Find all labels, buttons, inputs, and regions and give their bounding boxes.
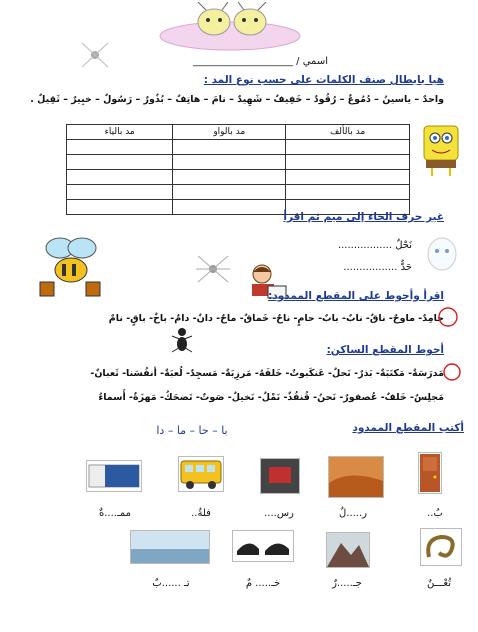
student-name-field[interactable]: اسمي / ____________________ xyxy=(193,56,328,67)
word-blank-snake[interactable]: تُعْـــنٌ xyxy=(426,578,451,589)
word-blank-sea[interactable]: تـ ......بٌ xyxy=(152,578,190,589)
door-image xyxy=(418,452,442,494)
section2-blank-1[interactable]: ................. xyxy=(337,240,392,251)
section1-title: هيا بابطال صنف الكلمات على حسب نوع المد : xyxy=(203,74,444,86)
word-blank-bus[interactable]: ..فلةٌ xyxy=(191,508,211,519)
section2-item-2 xyxy=(302,262,412,273)
section1-words: واحدٌ – ياسينُ – دُمُوعٌ – رُقُودٌ – خَفِيفٌ – شَهِيدٌ – نامَ – هاتِفٌ – بُذُورٌ – رَسُولٌ – خبِيرٌ – ثَقِيلٌ . xyxy=(30,94,444,105)
sea-image xyxy=(130,530,210,564)
desert-image xyxy=(328,456,384,498)
section3-words: حامِدٌ- ماوحٌ- ناقٌ- نابٌ- بابٌ- حامٍ- ناحٌ- خَماقٌ- ماحٌ- دانٌ- دامٌ- باخٌ- باقٍ- نامٌ xyxy=(108,313,444,324)
section5-options: با – حا – ما – دا xyxy=(156,424,228,437)
section4-line2: مَجلِسٌ- خَلفٌ- عُصفورٌ- نَحنُ- قُنفُذٌ- نَمْلٌ- نَخيلٌ- صَوتٌ- تَضحَكُ- مَهزَةٌ- أَسماءُ xyxy=(98,392,444,403)
section5-title: أكتب المقطع الممدود xyxy=(352,422,464,434)
section2-word-1: نَحْلٌ xyxy=(395,240,412,251)
word-blank-shoes[interactable]: خـ..... مٌ xyxy=(245,578,281,589)
word-blank-seat[interactable]: ....رس xyxy=(264,508,294,519)
table-row xyxy=(67,170,410,185)
mountain-image xyxy=(326,532,370,568)
table-header-ya: مد بالياء xyxy=(67,125,173,140)
section4-title: أحوط المقطع الساكن: xyxy=(326,344,444,356)
section4-line1: مَدرَسَةٌ- مَكتَبَةٌ- بَذرٌ- نَحلٌ- عَنكَبوتٌ- خَلفَهُ- مَرزِبَةٌ- مَسجِدٌ- لُعبَةٌ- أنفُسَنا- ثَعبانٌ- xyxy=(90,368,444,379)
table-header-alif: مد بالألف xyxy=(286,125,410,140)
classification-table xyxy=(66,124,410,215)
table-row xyxy=(67,155,410,170)
section2-title: غير حرف الحاء إلى ميم ثم اقرأ xyxy=(283,211,444,223)
eraser-image xyxy=(86,460,142,492)
table-row xyxy=(67,140,410,155)
snake-image xyxy=(420,528,462,566)
word-blank-door[interactable]: ..بُ xyxy=(427,508,443,519)
spider-icon xyxy=(196,252,230,286)
bee-with-honey-image xyxy=(36,234,106,304)
section2-word-2: حَدٌّ xyxy=(400,262,412,273)
cartoon-figure-image xyxy=(424,236,460,278)
table-header-waw: مد بالواو xyxy=(173,125,286,140)
shoes-image xyxy=(232,530,294,562)
bee-header-illustration xyxy=(150,2,310,54)
sponge-character-image xyxy=(418,122,464,178)
word-blank-eraser[interactable]: ممـ....ةٌ xyxy=(98,508,132,519)
circle-mark-icon xyxy=(437,306,459,328)
ant-icon xyxy=(170,326,194,354)
section2-item-1 xyxy=(302,240,412,251)
spider-icon xyxy=(80,40,110,70)
table-row xyxy=(67,185,410,200)
school-bus-image xyxy=(178,456,224,492)
section3-title: اقرأ وأحوط على المقطع الممدود: xyxy=(268,290,444,302)
word-blank-desert[interactable]: ر.....لٌ xyxy=(339,508,367,519)
circle-mark-icon xyxy=(442,362,462,382)
word-blank-mountain[interactable]: جـ.....رٌ xyxy=(332,578,362,589)
section2-blank-2[interactable]: ................. xyxy=(343,262,398,273)
airplane-seat-image xyxy=(260,458,300,494)
